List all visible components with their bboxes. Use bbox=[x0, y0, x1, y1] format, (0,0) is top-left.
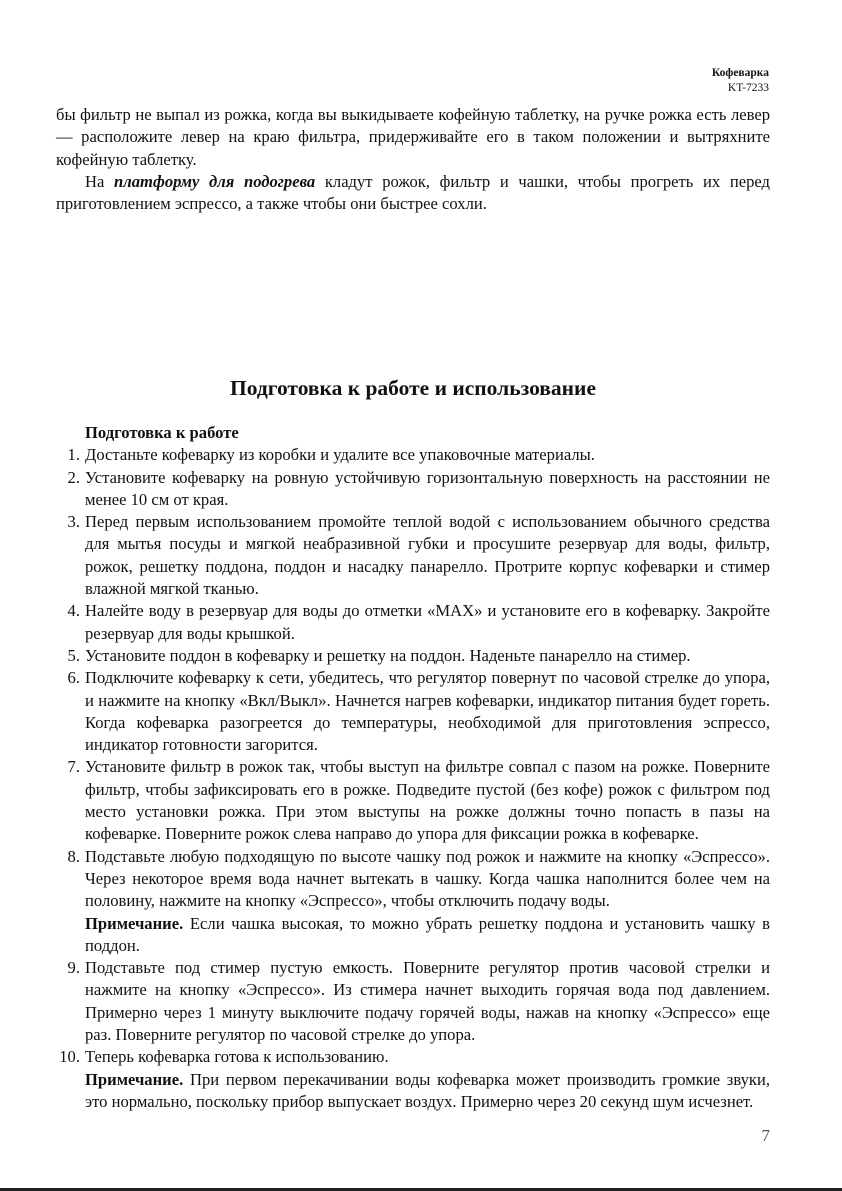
step-number: 5. bbox=[67, 645, 80, 665]
list-item bbox=[56, 511, 770, 600]
step-note bbox=[85, 1069, 770, 1114]
step-number: 10. bbox=[59, 1047, 80, 1067]
header-model: KT-7233 bbox=[727, 82, 769, 94]
list-item bbox=[56, 756, 770, 845]
step-text: Подставьте любую подходящую по высоте чашку под рожок и нажмите на кнопку «Эспрессо». Через некоторое время вода начнет вытекать в чашку. Когда чашка наполнится более чем на половину, нажмите на кнопку «Эспрессо», чтобы отключить подачу воды. bbox=[85, 846, 770, 911]
step-text: Перед первым использованием промойте теплой водой с использованием обычного средства для мытья посуды и мягкой неабразивной губки и просушите резервуар для воды, фильтр, рожок, решетку поддона, поддон и насадку панарелло. Протрите корпус кофеварки и стимер влажной мягкой тканью. bbox=[85, 512, 770, 599]
step-text: Теперь кофеварка готова к использованию. bbox=[85, 1047, 389, 1067]
note-label: Примечание. bbox=[85, 1069, 184, 1089]
list-item bbox=[56, 444, 770, 466]
note-text: Если чашка высокая, то можно убрать решетку поддона и установить чашку в поддон. bbox=[85, 913, 770, 955]
intro-paragraph-2-end: кладут рожок, фильтр и чашки, чтобы прогреть их перед приготовлением эспрессо, а также чтобы они быстрее сохли. bbox=[56, 171, 770, 214]
list-item bbox=[56, 667, 770, 756]
list-item bbox=[56, 957, 770, 1046]
step-number: 2. bbox=[67, 467, 80, 487]
header-brand: Кофеварка bbox=[711, 67, 769, 79]
instructions-block bbox=[56, 422, 770, 1113]
step-number: 3. bbox=[67, 512, 80, 532]
list-item bbox=[56, 467, 770, 512]
list-item bbox=[56, 1046, 770, 1113]
step-text: Установите кофеварку на ровную устойчивую горизонтальную поверхность на расстоянии не менее 10 см от края. bbox=[85, 467, 770, 509]
step-text: Налейте воду в резервуар для воды до отметки «MAX» и установите его в кофеварку. Закройте резервуар для воды крышкой. bbox=[85, 601, 770, 643]
intro-paragraph-1: бы фильтр не выпал из рожка, когда вы выкидываете кофейную таблетку, на ручке рожка есть левер — расположите левер на краю фильтра, придерживайте его в таком положении и вытряхните кофейную таблетку. bbox=[56, 105, 770, 169]
page-number: 7 bbox=[761, 1126, 770, 1145]
list-item bbox=[56, 645, 770, 667]
step-text: Подключите кофеварку к сети, убедитесь, что регулятор повернут по часовой стрелке до упора, и нажмите на кнопку «Вкл/Выкл». Начнется нагрев кофеварки, индикатор питания будет гореть. Когда кофеварка разогреется до температуры, необходимой для приготовления эспрессо, индикатор готовности загорится. bbox=[85, 668, 770, 755]
step-number: 9. bbox=[67, 958, 80, 978]
step-note bbox=[85, 913, 770, 958]
section-title: Подготовка к работе и использование bbox=[230, 376, 596, 400]
step-number: 4. bbox=[67, 601, 80, 621]
step-text: Установите фильтр в рожок так, чтобы выступ на фильтре совпал с пазом на рожке. Поверните фильтр, чтобы зафиксировать его в рожке. Подведите пустой (без кофе) рожок с фильтром под место установки рожка. При этом выступы на рожке должны точно попасть в пазы на кофеварке. Поверните рожок слева направо до упора для фиксации рожка в кофеварке. bbox=[85, 757, 770, 844]
emphasis-warming-platform: платформу для подогрева bbox=[114, 171, 316, 191]
list-item bbox=[56, 600, 770, 645]
step-text: Подставьте под стимер пустую емкость. Поверните регулятор против часовой стрелки и нажмите на кнопку «Эспрессо». Из стимера начнет выходить горячая вода под давлением. Примерно через 1 минуту выключите подачу горячей воды, нажав на кнопку «Эспрессо» еще раз. Поверните регулятор по часовой стрелке до упора. bbox=[85, 958, 770, 1045]
steps-list bbox=[56, 444, 770, 1113]
step-text: Достаньте кофеварку из коробки и удалите все упаковочные материалы. bbox=[85, 445, 595, 465]
intro-paragraph-2-start: На bbox=[85, 171, 115, 191]
subheading-preparation: Подготовка к работе bbox=[85, 423, 239, 442]
note-text: При первом перекачивании воды кофеварка может производить громкие звуки, это нормально, поскольку прибор выпускает воздух. Примерно через 20 секунд шум исчезнет. bbox=[85, 1069, 770, 1111]
step-number: 6. bbox=[67, 668, 80, 688]
step-number: 7. bbox=[67, 757, 80, 777]
page-header bbox=[712, 66, 769, 96]
note-label: Примечание. bbox=[85, 913, 184, 933]
list-item bbox=[56, 846, 770, 957]
step-text: Установите поддон в кофеварку и решетку на поддон. Наденьте панарелло на стимер. bbox=[85, 645, 691, 665]
intro-paragraph-2 bbox=[56, 171, 770, 216]
step-number: 8. bbox=[67, 846, 80, 866]
step-number: 1. bbox=[67, 445, 80, 465]
document-body bbox=[56, 104, 770, 1111]
